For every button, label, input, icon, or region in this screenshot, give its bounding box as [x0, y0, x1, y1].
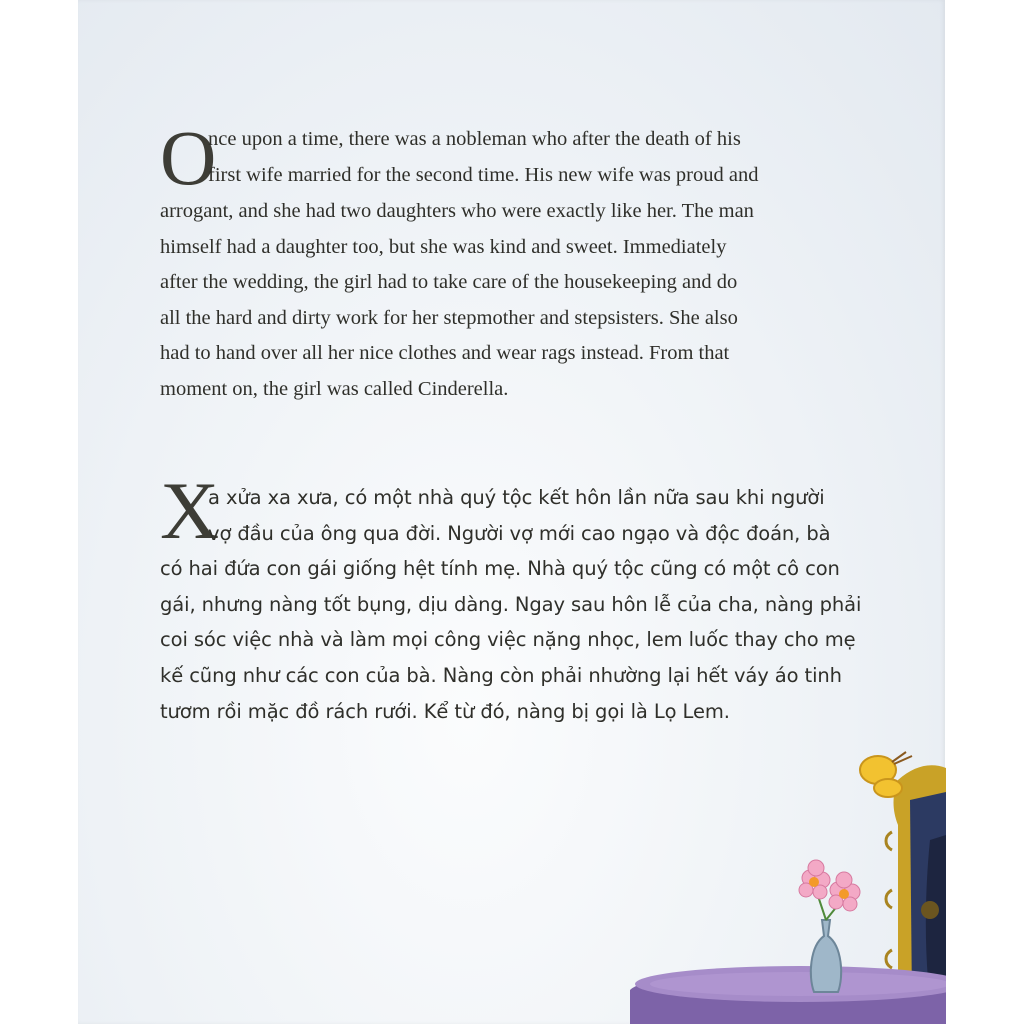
- english-dropcap: O: [160, 114, 217, 201]
- vietnamese-line: a xửa xa xưa, có một nhà quý tộc kết hôn lần nữa sau khi người: [208, 486, 825, 509]
- vietnamese-line: kế cũng như các con của bà. Nàng còn phải nhường lại hết váy áo tinh: [160, 663, 842, 687]
- english-line: himself had a daughter too, but she was kind and sweet. Immediately: [160, 235, 727, 258]
- english-line: all the hard and dirty work for her stepmother and stepsisters. She also: [160, 306, 738, 329]
- vietnamese-line: tươm rồi mặc đồ rách rưới. Kể từ đó, nàng bị gọi là Lọ Lem.: [160, 699, 730, 723]
- vietnamese-line: coi sóc việc nhà và làm mọi công việc nặng nhọc, lem luốc thay cho mẹ: [160, 628, 856, 652]
- vietnamese-line: có hai đứa con gái giống hệt tính mẹ. Nhà quý tộc cũng có một cô con: [160, 557, 840, 581]
- illustration: [630, 740, 946, 1024]
- english-line: first wife married for the second time. His new wife was proud and: [208, 163, 759, 186]
- english-line: arrogant, and she had two daughters who were exactly like her. The man: [160, 200, 754, 222]
- english-paragraph: [160, 114, 880, 407]
- vietnamese-paragraph: [160, 465, 880, 729]
- table-icon: [630, 966, 946, 1024]
- english-line: moment on, the girl was called Cinderella.: [160, 377, 509, 400]
- vietnamese-line: vợ đầu của ông qua đời. Người vợ mới cao ngạo và độc đoán, bà: [208, 521, 831, 545]
- english-line: had to hand over all her nice clothes and wear rags instead. From that: [160, 342, 730, 364]
- vietnamese-dropcap: X: [160, 465, 220, 556]
- english-line: nce upon a time, there was a nobleman who after the death of his: [208, 128, 741, 150]
- english-line: after the wedding, the girl had to take care of the housekeeping and do: [160, 271, 738, 293]
- vietnamese-line: gái, nhưng nàng tốt bụng, dịu dàng. Ngay sau hôn lễ của cha, nàng phải: [160, 592, 862, 616]
